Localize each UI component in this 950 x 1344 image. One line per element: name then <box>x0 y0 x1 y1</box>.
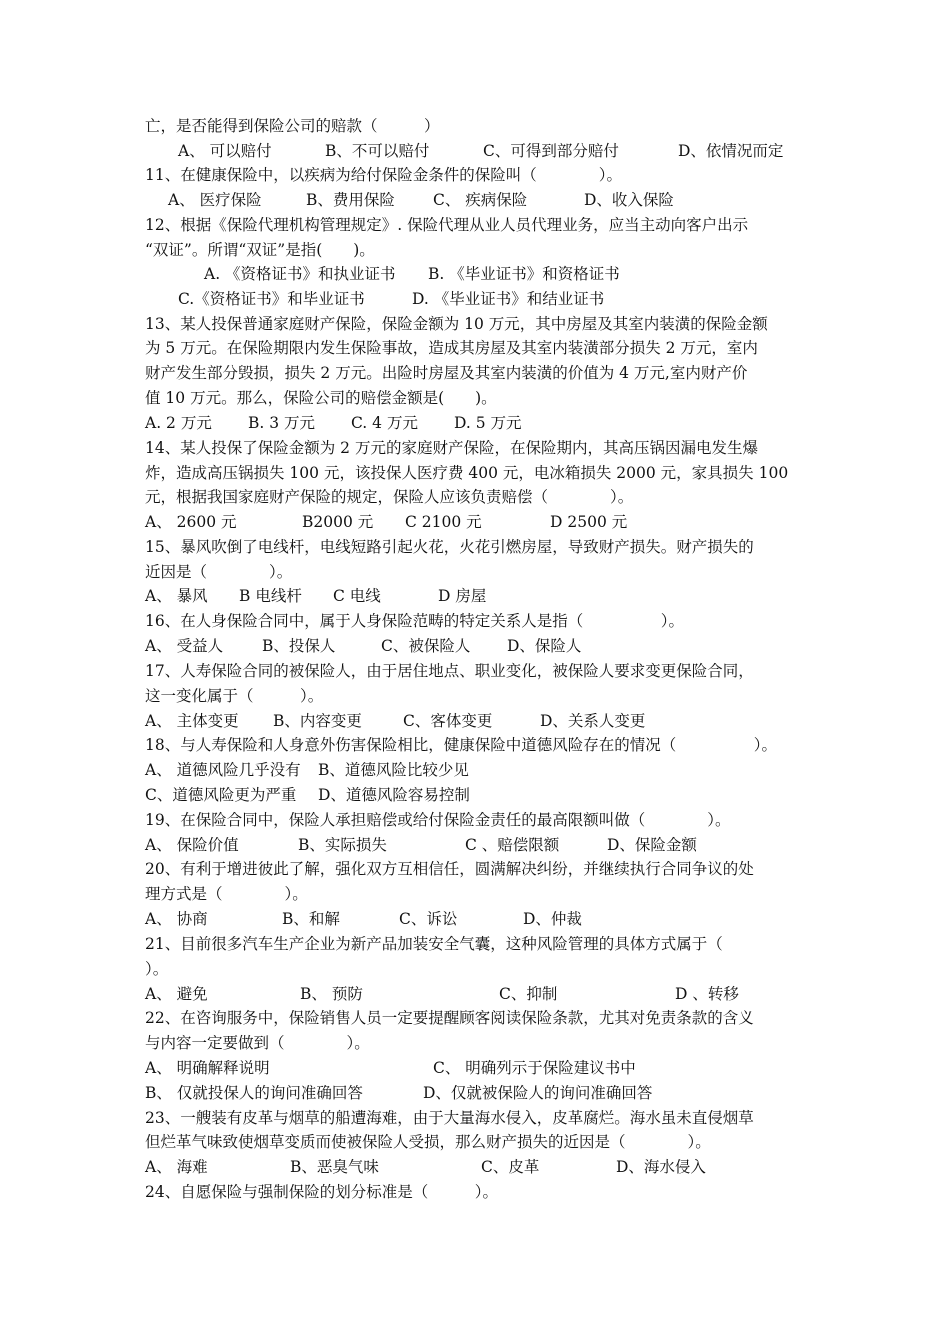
text-line <box>0 1081 950 1105</box>
answer-option: A. 《资格证书》和执业证书 <box>204 265 396 283</box>
text-line <box>0 684 950 708</box>
answer-option: D. 5 万元 <box>454 414 522 432</box>
text-line <box>0 932 950 956</box>
answer-option: B、和解 <box>282 910 340 928</box>
line-text: 15、暴风吹倒了电线杆，电线短路引起火花，火花引燃房屋，导致财产损失。财产损失的 <box>145 538 754 556</box>
text-line <box>0 857 950 881</box>
line-text: 16、在人身保险合同中，属于人身保险范畴的特定关系人是指（ ）。 <box>145 612 684 630</box>
answer-option: C、客体变更 <box>403 712 493 730</box>
text-line <box>0 1031 950 1055</box>
answer-option: D、仲裁 <box>523 910 582 928</box>
text-line <box>0 1155 950 1179</box>
line-text: 23、一艘装有皮革与烟草的船遭海难，由于大量海水侵入，皮革腐烂。海水虽未直侵烟草 <box>145 1109 754 1127</box>
line-text: ）。 <box>145 960 169 978</box>
answer-option: D、海水侵入 <box>616 1158 706 1176</box>
answer-option: C、可得到部分赔付 <box>483 142 619 160</box>
answer-option: C、 明确列示于保险建议书中 <box>433 1059 636 1077</box>
text-line <box>0 560 950 584</box>
line-text: 元，根据我国家庭财产保险的规定，保险人应该负责赔偿（ ）。 <box>145 488 634 506</box>
answer-option: B、投保人 <box>262 637 336 655</box>
line-text: 与内容一定要做到（ ）。 <box>145 1034 370 1052</box>
answer-option: C 2100 元 <box>405 513 482 531</box>
answer-option: D 房屋 <box>438 587 487 605</box>
line-text: 近因是（ ）。 <box>145 563 293 581</box>
answer-option: B2000 元 <box>302 513 374 531</box>
answer-option: C. 4 万元 <box>351 414 418 432</box>
line-text: 11、在健康保险中，以疾病为给付保险金条件的保险叫（ ）。 <box>145 166 622 184</box>
text-line <box>0 386 950 410</box>
answer-option: C、皮革 <box>481 1158 540 1176</box>
text-line <box>0 535 950 559</box>
text-line <box>0 114 950 138</box>
text-line <box>0 361 950 385</box>
answer-option: D、收入保险 <box>584 191 674 209</box>
answer-option: A、 可以赔付 <box>178 142 272 160</box>
answer-option: A、 道德风险几乎没有 <box>145 761 301 779</box>
line-text: “双证”。所谓“双证”是指( )。 <box>145 241 375 259</box>
text-line <box>0 139 950 163</box>
answer-option: A、 保险价值 <box>145 836 239 854</box>
answer-option: B. 3 万元 <box>248 414 316 432</box>
text-line <box>0 287 950 311</box>
text-line <box>0 238 950 262</box>
text-line <box>0 1056 950 1080</box>
text-line <box>0 783 950 807</box>
text-line <box>0 312 950 336</box>
answer-option: D、关系人变更 <box>540 712 646 730</box>
answer-option: D. 《毕业证书》和结业证书 <box>412 290 605 308</box>
text-line <box>0 262 950 286</box>
answer-option: A、 避免 <box>145 985 208 1003</box>
answer-option: B、内容变更 <box>273 712 362 730</box>
answer-option: B、 预防 <box>300 985 363 1003</box>
answer-option: C、道德风险更为严重 <box>145 786 297 804</box>
text-line <box>0 659 950 683</box>
answer-option: D、保险金额 <box>607 836 697 854</box>
answer-option: B、恶臭气味 <box>290 1158 379 1176</box>
line-text: 这一变化属于（ ）。 <box>145 687 324 705</box>
answer-option: C 、赔偿限额 <box>465 836 560 854</box>
answer-option: D、道德风险容易控制 <box>318 786 470 804</box>
answer-option: A、 暴风 <box>145 587 208 605</box>
answer-option: C.《资格证书》和毕业证书 <box>178 290 365 308</box>
answer-option: C、被保险人 <box>381 637 471 655</box>
text-line <box>0 336 950 360</box>
text-line <box>0 1130 950 1154</box>
line-text: 22、在咨询服务中，保险销售人员一定要提醒顾客阅读保险条款，尤其对免责条款的含义 <box>145 1009 754 1027</box>
answer-option: D、依情况而定 <box>678 142 784 160</box>
text-line <box>0 485 950 509</box>
text-line <box>0 882 950 906</box>
line-text: 理方式是（ ）。 <box>145 885 308 903</box>
answer-option: D 、转移 <box>675 985 739 1003</box>
text-line <box>0 1106 950 1130</box>
answer-option: A、 明确解释说明 <box>145 1059 270 1077</box>
text-line <box>0 709 950 733</box>
line-text: 财产发生部分毁损，损失 2 万元。出险时房屋及其室内装潢的价值为 4 万元,室内财产价 <box>145 364 748 382</box>
line-text: 14、某人投保了保险金额为 2 万元的家庭财产保险，在保险期内，其高压锅因漏电发生爆 <box>145 439 758 457</box>
text-line <box>0 461 950 485</box>
line-text: 但烂革气味致使烟草变质而使被保险人受损，那么财产损失的近因是（ ）。 <box>145 1133 711 1151</box>
text-line <box>0 1006 950 1030</box>
line-text: 12、根据《保险代理机构管理规定》. 保险代理从业人员代理业务，应当主动向客户出示 <box>145 216 749 234</box>
answer-option: A、 海难 <box>145 1158 208 1176</box>
answer-option: C、抑制 <box>499 985 558 1003</box>
answer-option: B、费用保险 <box>306 191 395 209</box>
answer-option: B 电线杆 <box>239 587 302 605</box>
text-line <box>0 436 950 460</box>
text-line <box>0 634 950 658</box>
line-text: 18、与人寿保险和人身意外伤害保险相比，健康保险中道德风险存在的情况（ ）。 <box>145 736 777 754</box>
line-text: 21、目前很多汽车生产企业为新产品加装安全气囊，这种风险管理的具体方式属于（ <box>145 935 723 953</box>
answer-option: D、保险人 <box>507 637 582 655</box>
line-text: 19、在保险合同中，保险人承担赔偿或给付保险金责任的最高限额叫做（ ）。 <box>145 811 731 829</box>
text-line <box>0 833 950 857</box>
answer-option: C、诉讼 <box>399 910 458 928</box>
answer-option: B. 《毕业证书》和资格证书 <box>428 265 620 283</box>
line-text: 为 5 万元。在保险期限内发生保险事故，造成其房屋及其室内装潢部分损失 2 万元，室内 <box>145 339 758 357</box>
line-text: 20、有利于增进彼此了解，强化双方互相信任，圆满解决纠纷，并继续执行合同争议的处 <box>145 860 754 878</box>
text-line <box>0 213 950 237</box>
answer-option: C 电线 <box>333 587 381 605</box>
answer-option: A、 协商 <box>145 910 208 928</box>
line-text: 值 10 万元。那么，保险公司的赔偿金额是( )。 <box>145 389 497 407</box>
line-text: 亡，是否能得到保险公司的赔款（ ） <box>145 117 440 135</box>
text-line <box>0 1180 950 1204</box>
text-line <box>0 163 950 187</box>
answer-option: A、 医疗保险 <box>168 191 262 209</box>
text-line <box>0 758 950 782</box>
answer-option: C、 疾病保险 <box>433 191 528 209</box>
line-text: 17、人寿保险合同的被保险人，由于居住地点、职业变化，被保险人要求变更保险合同， <box>145 662 754 680</box>
line-text: 13、某人投保普通家庭财产保险，保险金额为 10 万元，其中房屋及其室内装潢的保险金额 <box>145 315 768 333</box>
line-text: 24、自愿保险与强制保险的划分标准是（ ）。 <box>145 1183 498 1201</box>
text-line <box>0 982 950 1006</box>
text-line <box>0 510 950 534</box>
text-line <box>0 411 950 435</box>
answer-option: B、不可以赔付 <box>325 142 430 160</box>
text-line <box>0 808 950 832</box>
text-line <box>0 957 950 981</box>
line-text: 炸，造成高压锅损失 100 元，该投保人医疗费 400 元，电冰箱损失 2000 元，家具损失 100 <box>145 464 789 482</box>
text-line <box>0 907 950 931</box>
text-line <box>0 609 950 633</box>
answer-option: B、实际损失 <box>298 836 387 854</box>
text-line <box>0 188 950 212</box>
answer-option: D 2500 元 <box>550 513 628 531</box>
answer-option: A. 2 万元 <box>145 414 212 432</box>
answer-option: D、仅就被保险人的询问准确回答 <box>423 1084 653 1102</box>
text-line <box>0 733 950 757</box>
answer-option: A、 2600 元 <box>145 513 237 531</box>
answer-option: B、道德风险比较少见 <box>318 761 469 779</box>
text-line <box>0 584 950 608</box>
answer-option: A、 受益人 <box>145 637 224 655</box>
answer-option: A、 主体变更 <box>145 712 239 730</box>
answer-option: B、 仅就投保人的询问准确回答 <box>145 1084 363 1102</box>
